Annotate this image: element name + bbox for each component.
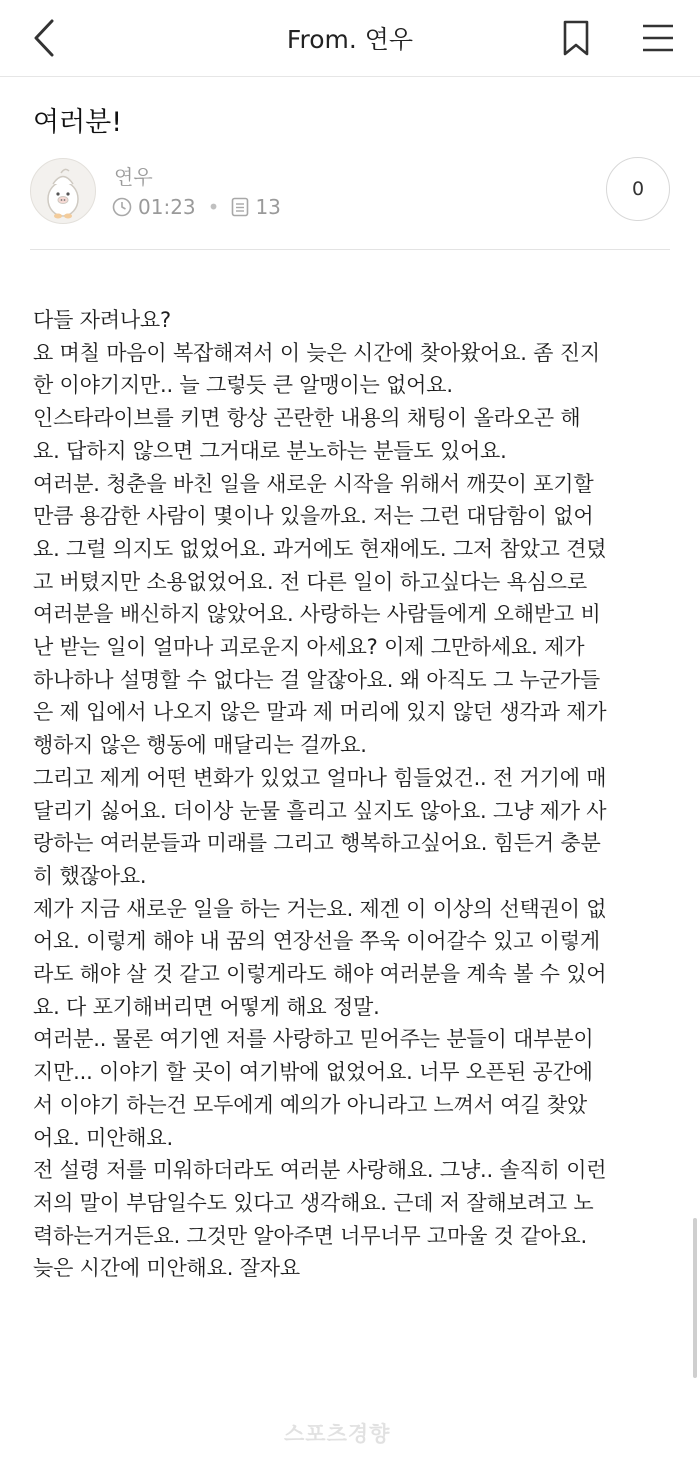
body-line: 어요. 이렇게 해야 내 꿈의 연장선을 쭈욱 이어갈수 있고 이렇게 [33, 929, 600, 954]
body-line: 요 며칠 마음이 복잡해져서 이 늦은 시간에 찾아왔어요. 좀 진지 [33, 340, 600, 365]
author-name: 연우 [114, 165, 153, 189]
body-line: 어요. 미안해요. [33, 1125, 173, 1150]
hamburger-menu-icon [641, 23, 675, 53]
body-line: 력하는거거든요. 그것만 알아주면 너무너무 고마울 것 같아요. [33, 1223, 587, 1248]
divider [30, 249, 670, 250]
page-title: From. 연우 [286, 25, 414, 54]
body-line: 서 이야기 하는건 모두에게 예의가 아니라고 느껴서 여길 찾았 [33, 1092, 587, 1117]
body-line: 다들 자려나요? [33, 308, 171, 332]
body-line: 행하지 않은 행동에 매달리는 걸까요. [33, 733, 367, 758]
post-title: 여러분! [33, 107, 123, 138]
body-line: 저의 말이 부담일수도 있다고 생각해요. 근데 저 잘해보려고 노 [33, 1190, 594, 1215]
author-row [30, 155, 670, 225]
body-line: 여러분.. 물론 여기엔 저를 사랑하고 믿어주는 분들이 대부분이 [33, 1027, 594, 1052]
post-time: 01:23 [138, 195, 196, 219]
body-line: 늦은 시간에 미안해요. 잘자요 [33, 1256, 300, 1281]
body-line: 전 설령 저를 미워하더라도 여러분 사랑해요. 그냥.. 솔직히 이런 [33, 1158, 607, 1183]
bookmark-button[interactable] [556, 16, 596, 60]
clock-icon [112, 197, 132, 217]
body-line: 랑하는 여러분들과 미래를 그리고 행복하고싶어요. 힘든거 충분 [33, 831, 601, 856]
body-line: 난 받는 일이 얼마나 괴로운지 아세요? 이제 그만하세요. 제가 [33, 635, 585, 660]
view-count: 13 [255, 195, 281, 219]
watermark: 스포츠경향 [284, 1422, 391, 1446]
body-line: 고 버텼지만 소용없었어요. 전 다른 일이 하고싶다는 욕심으로 [33, 569, 587, 594]
body-line: 요. 그럴 의지도 없었어요. 과거에도 현재에도. 그저 참았고 견뎠 [33, 536, 607, 561]
comment-count-button[interactable]: 0 [606, 157, 670, 221]
body-line: 그리고 제게 어떤 변화가 있었고 얼마나 힘들었건.. 전 거기에 매 [33, 765, 607, 790]
body-line: 제가 지금 새로운 일을 하는 거는요. 제겐 이 이상의 선택권이 없 [33, 896, 607, 921]
body-line: 달리기 싫어요. 더이상 눈물 흘리고 싶지도 않아요. 그냥 제가 사 [33, 798, 607, 823]
body-line: 여러분을 배신하지 않았어요. 사랑하는 사람들에게 오해받고 비 [33, 602, 601, 627]
menu-button[interactable] [636, 16, 680, 60]
body-line: 라도 해야 살 것 같고 이렇게라도 해야 여러분을 계속 볼 수 있어 [33, 962, 607, 987]
body-line: 요. 답하지 않으면 그거대로 분노하는 분들도 있어요. [33, 438, 507, 463]
top-bar [0, 0, 700, 77]
body-line: 만큼 용감한 사람이 몇이나 있을까요. 저는 그런 대담함이 없어 [33, 504, 594, 529]
post-body [33, 304, 673, 1285]
post-meta [112, 195, 281, 219]
body-line: 히 했잖아요. [33, 863, 147, 888]
body-line: 은 제 입에서 나오지 않은 말과 제 머리에 있지 않던 생각과 제가 [33, 700, 607, 725]
body-line: 요. 다 포기해버리면 어떻게 해요 정말. [33, 994, 380, 1019]
document-icon [231, 197, 249, 217]
body-line: 인스타라이브를 키면 항상 곤란한 내용의 채팅이 올라오곤 해 [33, 406, 581, 431]
body-line: 하나하나 설명할 수 없다는 걸 알잖아요. 왜 아직도 그 누군가들 [33, 667, 600, 692]
scrollbar[interactable] [693, 1218, 697, 1378]
body-line: 지만... 이야기 할 곳이 여기밖에 없었어요. 너무 오픈된 공간에 [33, 1060, 593, 1085]
meta-separator: • [207, 195, 220, 219]
bookmark-icon [562, 20, 590, 56]
body-line: 여러분. 청춘을 바친 일을 새로운 시작을 위해서 깨끗이 포기할 [33, 471, 594, 496]
body-line: 한 이야기지만.. 늘 그렇듯 큰 알맹이는 없어요. [33, 373, 453, 398]
avatar[interactable] [30, 158, 96, 224]
pig-mascot-icon [31, 159, 95, 223]
